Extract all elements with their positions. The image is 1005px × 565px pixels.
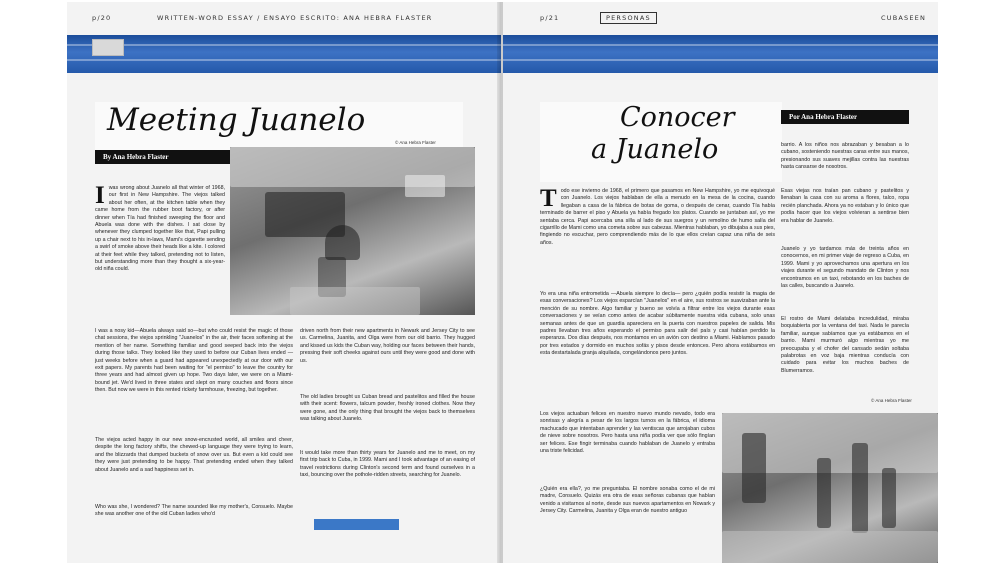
left-col1-paragraph-1: I was a nosy kid—Abuela always said so—but who could resist the magic of those chat sessions, the viejos sprinkling "Juanelos" in the air, their faces softening at the mention of her name. Something familiar and good seeped back into the viejos during those talks. They looked like they used to before our Cuban lives ended — just weeks before when a guard had appeared unexpectedly at our door with our exit papers. My parents had been waiting for "el permiso" to leave the country for three years and had almost given up hope. Two days later, we were on a Miami-bound jet. We'd lived in three states and slept on many couches and floors since then. But now we were in this rented rickety farmhouse, freezing, but together. <box>95 328 293 394</box>
left-col2-paragraph-1: driven north from their new apartments in Newark and Jersey City to see us. Carmelina, Juanita, and Olga were from our old barrio. They hugged and kissed us kids the Cuban way, holding our faces between their hands, pressing their soft cheeks against ours until they were good and done with us. <box>300 328 475 364</box>
left-page <box>67 2 501 563</box>
right-col1-paragraph-3: Los viejos actuaban felices en nuestro nuevo mundo nevado, todo era sonrisas y alegría a pesar de los largos turnos en la fábrica, el idioma machucado que intentaban aprender y las ventiscas que arrojaban cubos de nieve sobre nosotros. Pero hasta una niña podía ver que sólo fingían ser felices. Ese fingir terminaba cuando hablaban de Juanelo y entraba una triste felicidad. <box>540 411 715 455</box>
left-photo-credit: © Ana Hebra Flaster <box>395 140 436 145</box>
tape-icon <box>92 39 124 56</box>
left-col2-paragraph-3: It would take more than thirty years for Juanelo and me to meet, on my first trip back to Cuba, in 1999. Mami and I took advantage of an easing of travel restrictions during Clinton's second term and found ourselves in a taxi, bouncing over the pothole-ridden streets, searching for Juanelo. <box>300 450 475 479</box>
left-accent-bar <box>314 519 399 530</box>
right-title-line1: Conocer <box>620 102 735 133</box>
left-col2-paragraph-2: The old ladies brought us Cuban bread and pastelitos and filled the house with their scent: flowers, talcum powder, freshly ironed clothes. Now they were gone, and the only thing that brought the viejos back to themselves was talking about Juanelo. <box>300 394 475 423</box>
right-intro-paragraph <box>540 185 775 247</box>
right-intro-text: odo ese invierno de 1968, el primero que pasamos en New Hampshire, yo me equivoqué con Juanelo. Los viejos hablaban de ella a menudo en la mesa de la cocina, cuando llegaban a casa de la fábrica de botas de goma, o después de cenar, cuando Tía había terminado de barrer el piso y Abuela ya había fregado los platos. Cuando se juntaban así, yo me sentaba cerca. Papi acercaba una silla al lado de sus suegros y un remolino de humo salía del cigarrillo de Mami como una cometa sobre sus cabezas. Mientras hablaban, yo dibujaba a sus pies, fingiendo no escuchar, pero comprendiendo más de lo que ellos creían capaz una niña de seis años. <box>540 188 775 246</box>
right-byline: Por Ana Hebra Flaster <box>781 110 909 124</box>
right-photo-credit: © Ana Hebra Flaster <box>871 398 912 403</box>
left-blue-band <box>67 35 501 73</box>
right-magazine-name: CUBASEEN <box>881 14 927 22</box>
right-col1-paragraph-2: Yo era una niña entrometida —Abuela siempre lo decía— pero ¿quién podía resistir la magia de esas conversaciones? Los viejos esparcían "Juanelos" en el aire, sus rostros se suavizaban ante la mención de su nombre. Algo familiar y bueno se volvía a filtrar entre los viejos durante esas conversaciones y se veían como antes de acabar súbitamente nuestra vida cubana, solo unas semanas antes de que un guardia apareciera en la puerta con nuestros papeles de salida. Mis padres llevaban tres años esperando el permiso para salir del país y casi habían perdido la esperanza. Dos días después, nos montamos en un avión con destino a Miami. Habíamos pasado por tres estados y dormido en muchos sofás y pisos desde entonces. Pero ahora estábamos en esta destartalada granja alquilada, congelándonos pero juntos. <box>540 291 775 357</box>
left-page-number: p/20 <box>92 14 112 22</box>
left-intro-paragraph <box>95 182 225 274</box>
street-scene-photo-icon <box>230 147 475 315</box>
left-col1-paragraph-3: Who was she, I wondered? The name sounded like my mother's, Consuelo. Maybe she was another one of the old Cuban ladies who'd <box>95 504 293 518</box>
right-title-line2: a Juanelo <box>591 134 719 165</box>
right-col2-paragraph-1: barrio. A los niños nos abrazaban y besaban a lo cubano, sosteniendo nuestras caras entre sus manos, presionando sus suaves mejillas contra las nuestras hasta cansarse de nosotros. <box>781 142 909 171</box>
left-byline: By Ana Hebra Flaster <box>95 150 241 164</box>
left-dropcap: I <box>95 182 105 209</box>
left-intro-text: was wrong about Juanelo all that winter of 1968, our first in New Hampshire. The viejos talked about her often, at the kitchen table when they came home from the rubber boot factory, or after dinner when Tía had finished sweeping the floor and Abuela was done with the dishes. I sat close by whenever they clumped together like that, Papi pulling up a chair next to his in-laws, Mami's cigarette sending a swirl of smoke above their heads like a kite. I colored at their feet while they talked, pretending not to listen, but understanding more than they thought a six-year-old niña could. <box>95 185 225 273</box>
left-col1-paragraph-2: The viejos acted happy in our new snow-encrusted world, all smiles and cheer, despite the long factory shifts, the chewed-up language they were trying to learn, and the blizzards that dumped buckets of snow over us. But even a kid could see they were just pretending to be happy. That pretending ended when they talked about Juanelo and a sad happiness set in. <box>95 437 293 473</box>
right-page-number: p/21 <box>540 14 560 22</box>
left-title: Meeting Juanelo <box>107 102 366 138</box>
right-col2-paragraph-4: El rostro de Mami delataba incredulidad, miraba boquiabierta por la ventana del taxi. Nada le parecía familiar, aunque sabíamos que ya estábamos en el barrio. Mami murmuró algo mientras yo me preocupaba y el chofer del cansado sedán soltaba palabrotas en voz baja mientras conducía con cuidado para evitar los muchos baches de Blumerramos. <box>781 316 909 374</box>
right-section-label: PERSONAS <box>600 12 657 24</box>
right-page <box>503 2 938 563</box>
right-col2-paragraph-3: Juanelo y yo tardamos más de treinta años en conocernos, en mi primer viaje de regreso a Cuba, en 1999. Mami y yo aprovechamos una apertura en los viajes durante el segundo mandato de Clinton y nos encontramos en un taxi, rebotando en los baches de las calles, buscando a Juanelo. <box>781 246 909 290</box>
right-col2-paragraph-2: Esas viejas nos traían pan cubano y pastelitos y llenaban la casa con su aroma a flores, talco, ropa recién planchada. Ahora ya no estaban y lo único que podía hacer que los viejos volvieran a sentirse bien era hablar de Juanelo. <box>781 188 909 224</box>
left-running-head: WRITTEN-WORD ESSAY / ENSAYO ESCRITO: ANA HEBRA FLASTER <box>157 14 433 22</box>
right-col1-paragraph-4: ¿Quién era ella?, yo me preguntaba. El nombre sonaba como el de mi madre, Consuelo. Quizás era otra de esas señoras cubanas que habían venido a visitarnos al norte, desde sus nuevos apartamentos en Nowark y Jersey City. Carmelina, Juanita y Olga eran de nuestro antiguo <box>540 486 715 515</box>
right-blue-band <box>503 35 938 73</box>
right-dropcap: T <box>540 185 557 212</box>
children-playing-photo-icon <box>722 413 938 563</box>
